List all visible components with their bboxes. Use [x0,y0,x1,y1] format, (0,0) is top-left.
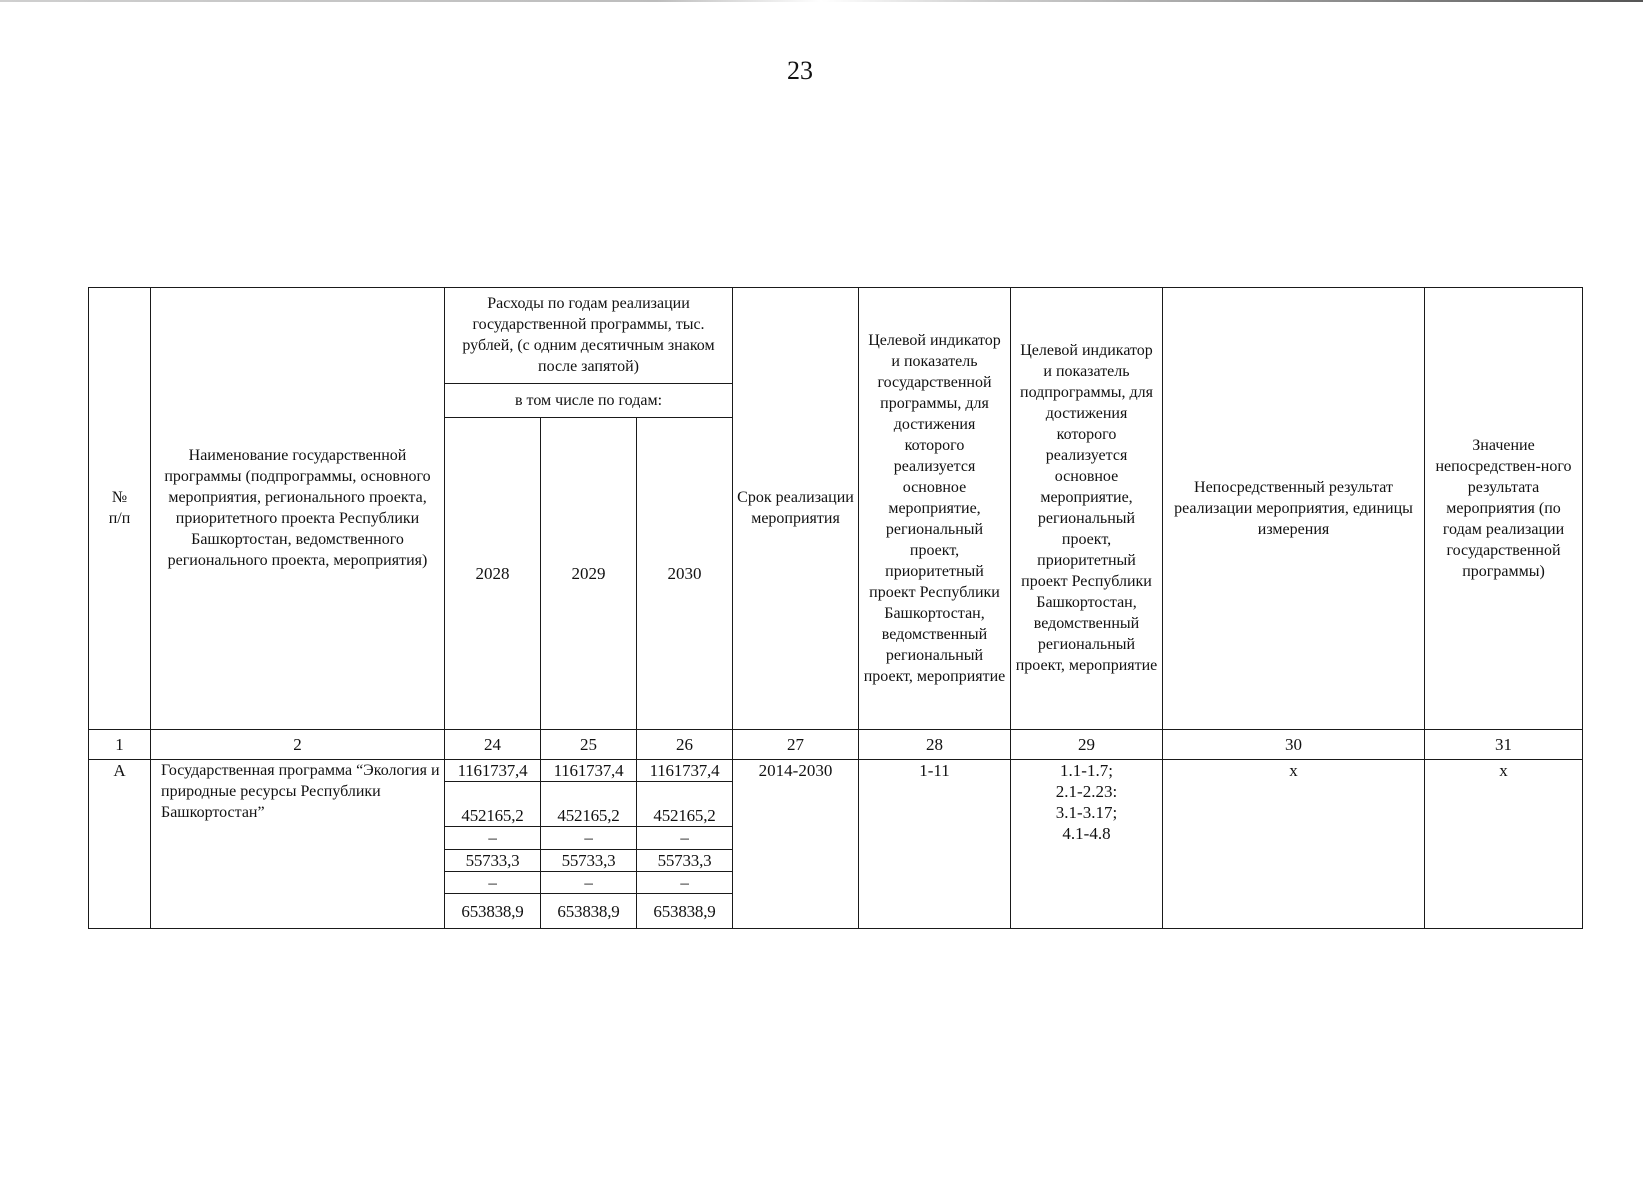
value-cell: 55733,3 [541,849,637,871]
subprogram-indicator: 2.1-2.23: [1055,782,1118,802]
column-number: 29 [1011,729,1163,760]
column-number: 24 [445,729,541,760]
value-cell: – [445,871,541,893]
column-number: 30 [1163,729,1425,760]
column-number: 25 [541,729,637,760]
header-year-2028: 2028 [445,418,541,729]
header-target-program: Целевой индикатор и показатель государственной программы, для достижения которого реализуется основное мероприятие, региональный проект, приоритетный проект Республики Башкортостан, ведомственный региональный проект, мероприятие [859,288,1011,730]
value-cell: 653838,9 [541,894,637,929]
row-target-program: 1-11 [859,760,1011,929]
value-cell: 1161737,4 [637,760,733,782]
top-rule [0,0,1643,2]
value-cell: – [637,871,733,893]
value-cell: – [541,827,637,849]
value-cell: – [637,827,733,849]
row-term: 2014-2030 [733,760,859,929]
value-cell: 1161737,4 [445,760,541,782]
header-result-value: Значение непосредствен-ного результата мероприятия (по годам реализации государственной программы) [1425,288,1583,730]
header-year-2029: 2029 [541,418,637,729]
subprogram-indicator: 4.1-4.8 [1062,824,1111,844]
value-cell: 55733,3 [637,849,733,871]
subprogram-indicator: 3.1-3.17; [1055,803,1118,823]
header-target-subprogram: Целевой индикатор и показатель подпрограммы, для достижения которого реализуется основное мероприятие, региональный проект, приоритетный проект Республики Башкортостан, ведомственный региональный проект, мероприятие [1011,288,1163,730]
value-cell: 452165,2 [541,782,637,827]
header-term: Срок реализации мероприятия [733,288,859,730]
value-cell: 1161737,4 [541,760,637,782]
row-result-value: х [1425,760,1583,929]
value-cell: 653838,9 [445,894,541,929]
page-number: 23 [787,56,813,85]
value-cell: – [445,827,541,849]
value-cell: 452165,2 [445,782,541,827]
value-cell: 55733,3 [445,849,541,871]
column-number: 26 [637,729,733,760]
program-table [88,287,1583,929]
column-number: 28 [859,729,1011,760]
header-num: № п/п [89,288,151,730]
subprogram-indicator: 1.1-1.7; [1060,761,1113,781]
column-number: 31 [1425,729,1583,760]
value-cell: – [541,871,637,893]
row-num: А [89,760,151,929]
row-result: х [1163,760,1425,929]
column-number: 2 [151,729,445,760]
header-year-2030: 2030 [637,418,733,729]
value-cell: 653838,9 [637,894,733,929]
value-cell: 452165,2 [637,782,733,827]
header-result: Непосредственный результат реализации мероприятия, единицы измерения [1163,288,1425,730]
header-expenses: Расходы по годам реализации государственной программы, тыс. рублей, (с одним десятичным знаком после запятой) [445,288,733,384]
column-number: 1 [89,729,151,760]
column-number: 27 [733,729,859,760]
row-target-subprogram [1011,760,1163,929]
header-name: Наименование государственной программы (подпрограммы, основного мероприятия, регионального проекта, приоритетного проекта Республики Башкортостан, ведомственного регионального проекта, мероприятия) [151,288,445,730]
header-including: в том числе по годам: [445,383,733,418]
row-name: Государственная программа “Экология и природные ресурсы Республики Башкортостан” [151,760,445,929]
